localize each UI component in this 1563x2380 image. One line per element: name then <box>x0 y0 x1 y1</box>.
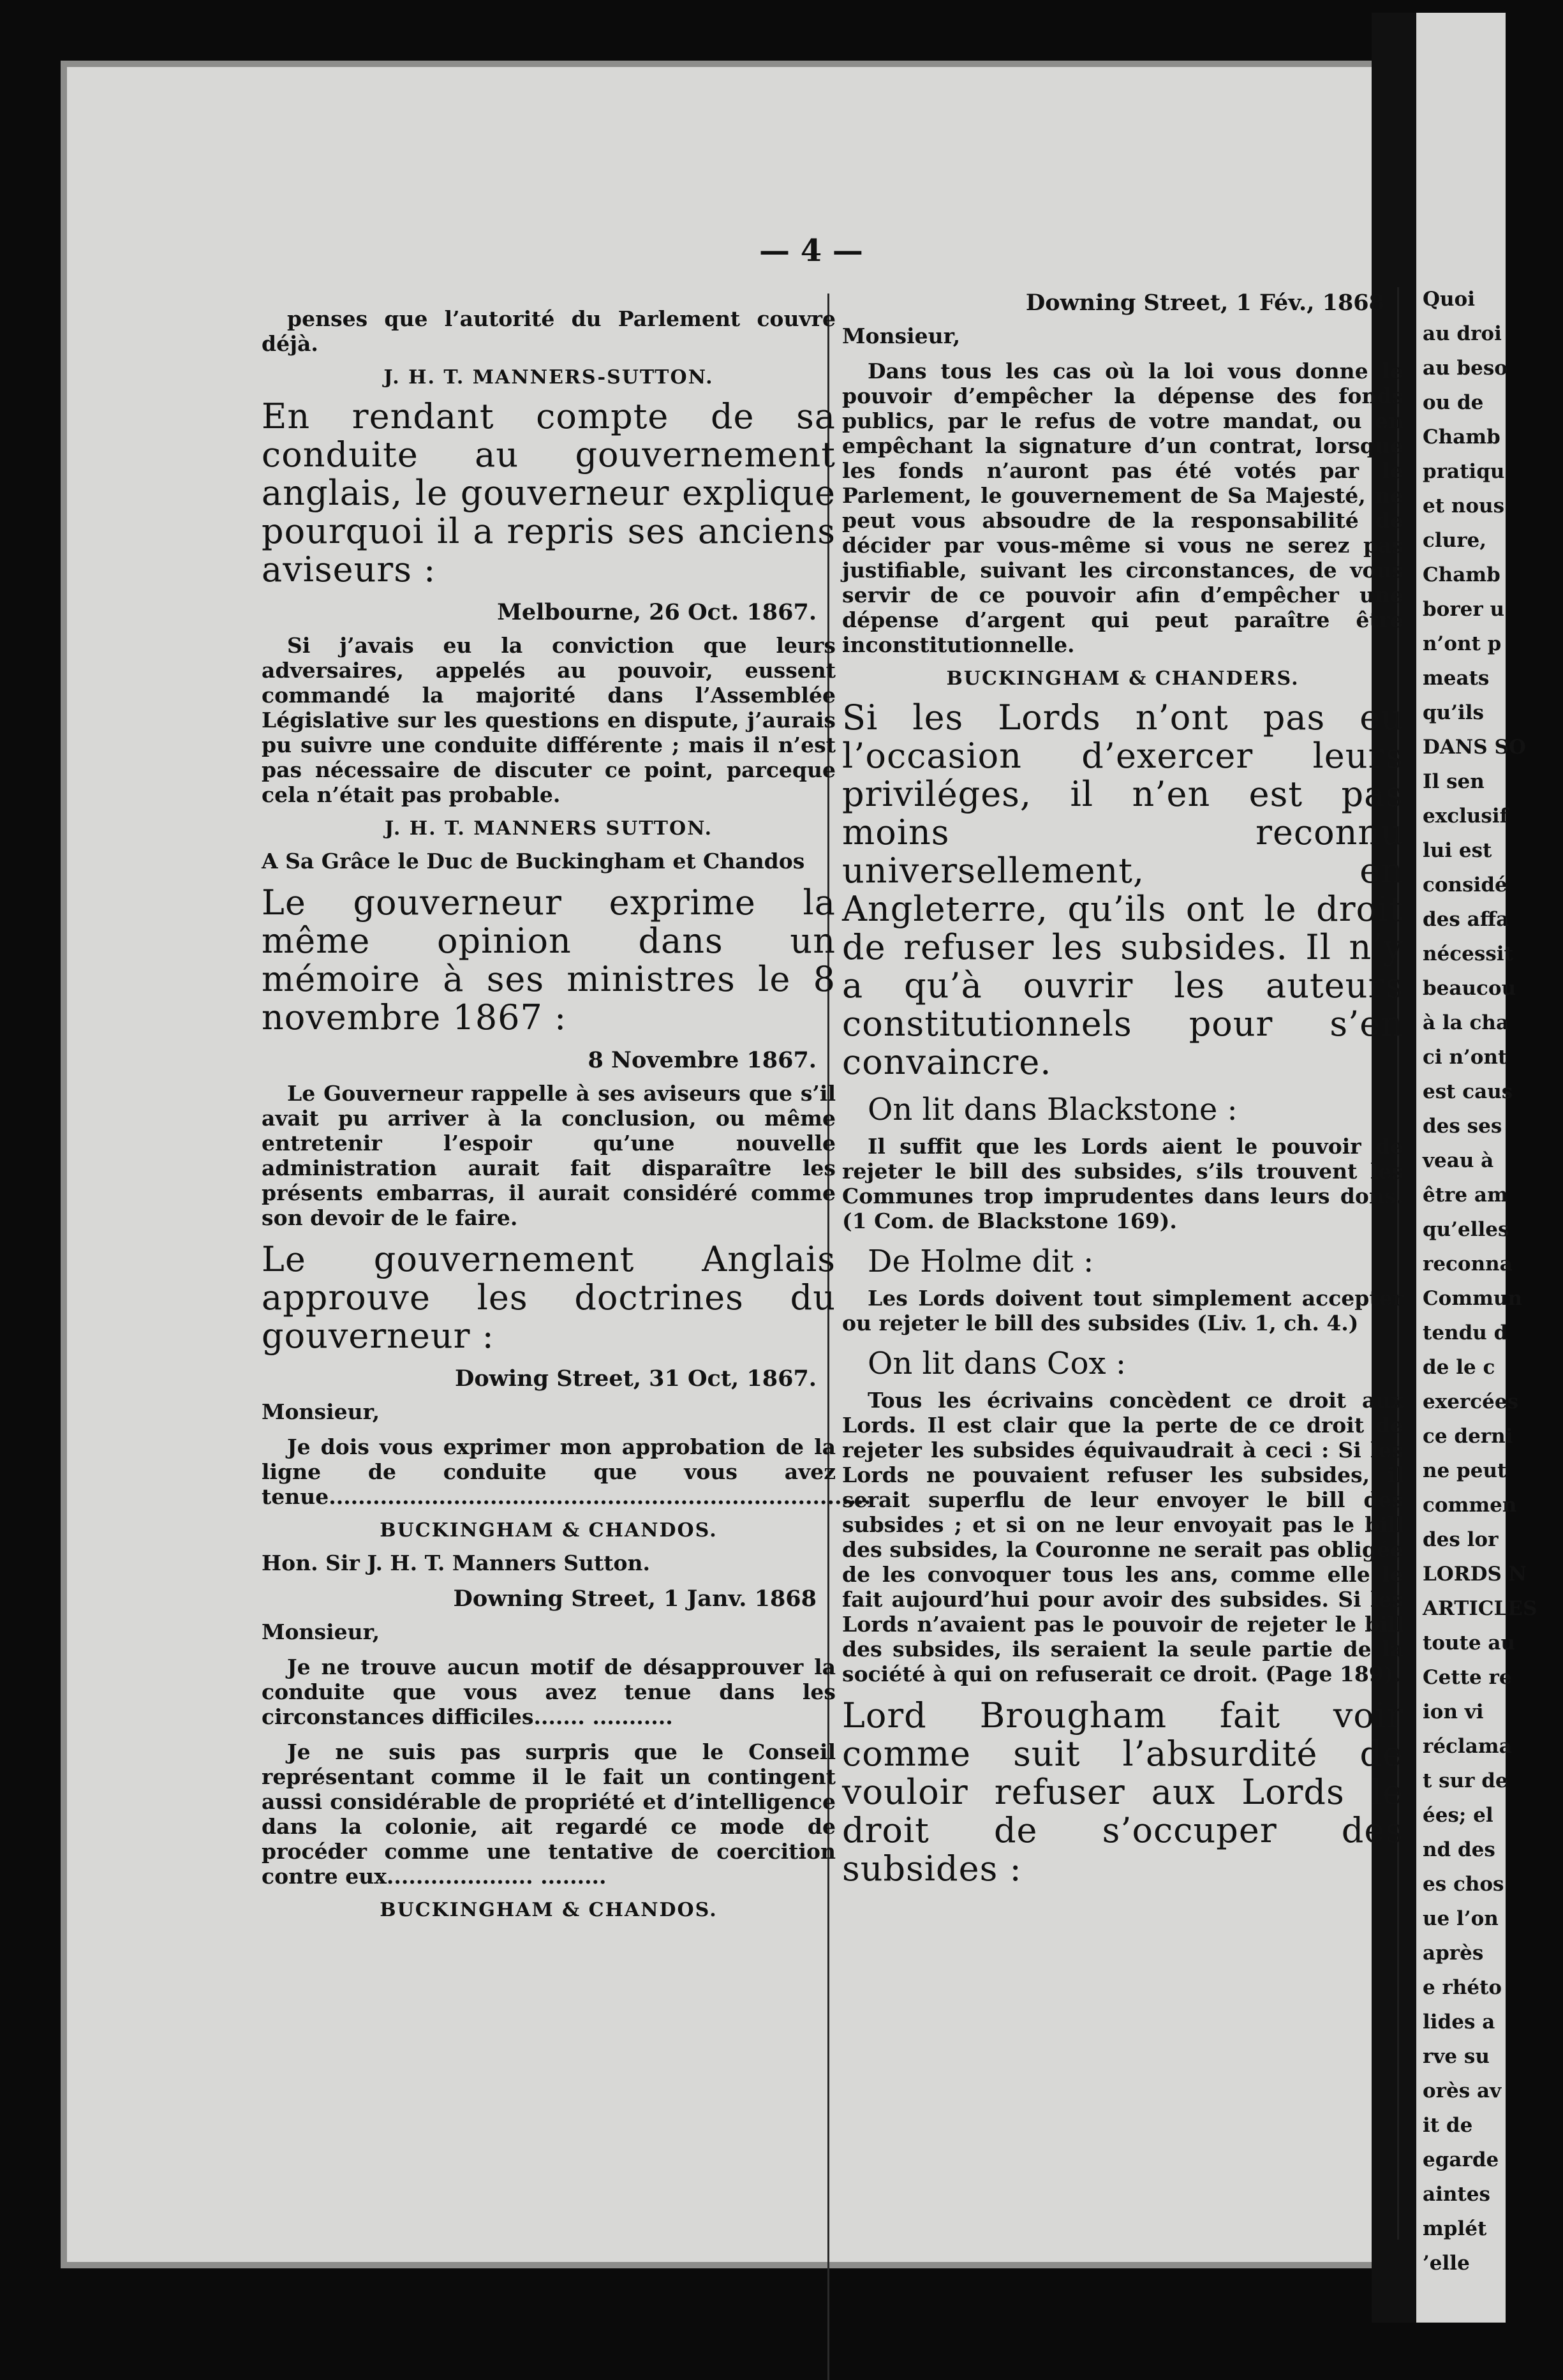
signature: BUCKINGHAM & CHANDOS. <box>380 1899 718 1921</box>
adjacent-page-text-line: réclama <box>1423 1735 1512 1758</box>
paragraph: Monsieur, <box>262 1399 380 1424</box>
adjacent-page-text-line: exercées <box>1423 1390 1519 1413</box>
adjacent-page-text-line: à la cha <box>1423 1011 1509 1034</box>
adjacent-page-text-line: ées; el <box>1423 1804 1493 1827</box>
dateline: Downing Street, 1 Fév., 1868 <box>1025 290 1384 316</box>
adjacent-page-text-line: Chamb <box>1423 426 1500 449</box>
adjacent-page-text-line: LORDS N <box>1423 1563 1527 1586</box>
adjacent-page-text-line: exclusif <box>1423 805 1508 828</box>
adjacent-page-text-line: ne peut <box>1423 1459 1507 1482</box>
adjacent-page-text-line: ce derni <box>1423 1425 1513 1448</box>
adjacent-page-text-line: de le c <box>1423 1356 1495 1379</box>
large-paragraph: Le gouverneur exprime la même opinion dans un mémoire à ses ministres le 8 novembre 1867 : <box>262 882 836 1038</box>
signature: J. H. T. MANNERS SUTTON. <box>384 817 713 840</box>
signature: BUCKINGHAM & CHANDERS. <box>946 667 1300 690</box>
adjacent-page-text-line: ’elle <box>1423 2252 1470 2275</box>
adjacent-page-text-line: commen <box>1423 1494 1517 1517</box>
dateline: Downing Street, 1 Janv. 1868 <box>453 1586 817 1612</box>
adjacent-page-text-line: ion vi <box>1423 1700 1484 1723</box>
adjacent-page-text-line: qu’ils <box>1423 701 1485 724</box>
adjacent-page-text-line: clure, <box>1423 529 1487 552</box>
adjacent-page-text-line: reconna <box>1423 1253 1513 1276</box>
adjacent-page-text-line: toute au <box>1423 1632 1515 1655</box>
adjacent-page-text-line: n’ont p <box>1423 632 1502 655</box>
adjacent-page-text-line: nécessit <box>1423 942 1513 965</box>
section-heading: De Holme dit : <box>868 1244 1094 1279</box>
paragraph: Hon. Sir J. H. T. Manners Sutton. <box>262 1551 651 1575</box>
adjacent-page-text-line: est caus <box>1423 1080 1513 1103</box>
adjacent-page-text-line: au droi <box>1423 322 1502 345</box>
page-number: — 4 — <box>759 233 863 269</box>
adjacent-page-text-line: rve su <box>1423 2045 1490 2068</box>
adjacent-page-text-line: considé <box>1423 874 1507 896</box>
paragraph: Le Gouverneur rappelle à ses aviseurs que s’il avait pu arriver à la conclusion, ou même entretenir l’espoir qu’une nouvelle administration aurait fait disparaître les présents embarras, il aurait considéré comme son devoir de le faire. <box>262 1081 836 1230</box>
adjacent-page-text-line: borer u <box>1423 598 1505 621</box>
adjacent-page-text-line: et nous <box>1423 495 1505 517</box>
paragraph: Monsieur, <box>842 324 961 348</box>
adjacent-page-text-line: après <box>1423 1942 1484 1965</box>
adjacent-page-text-line: au beso <box>1423 357 1507 380</box>
adjacent-page-text-line: des ses <box>1423 1115 1502 1138</box>
adjacent-page-text-line: egarde <box>1423 2148 1499 2171</box>
adjacent-page-text-line: nd des <box>1423 1838 1495 1861</box>
adjacent-page-text-line: Il sen <box>1423 770 1485 793</box>
adjacent-page-text-line: DANS SO <box>1423 736 1526 759</box>
adjacent-page-text-line: ARTICLES <box>1423 1597 1537 1620</box>
adjacent-page-text-line: ci n’ont <box>1423 1046 1507 1069</box>
adjacent-page-text-line: Commun <box>1423 1287 1523 1310</box>
dateline: Melbourne, 26 Oct. 1867. <box>497 599 817 625</box>
adjacent-page-text-line: des affa <box>1423 908 1509 931</box>
adjacent-page-text-line: veau à <box>1423 1149 1494 1172</box>
adjacent-page-text-line: aintes <box>1423 2183 1490 2206</box>
adjacent-page-text-line: beaucou <box>1423 977 1516 1000</box>
adjacent-page-text-line: lui est <box>1423 839 1492 862</box>
adjacent-page-text-line: it de <box>1423 2114 1473 2137</box>
left-column <box>262 306 871 1930</box>
adjacent-page-text-line: être am <box>1423 1184 1508 1207</box>
adjacent-page-text-line: qu’elles <box>1423 1218 1509 1241</box>
paragraph: A Sa Grâce le Duc de Buckingham et Chandos <box>262 849 805 874</box>
large-paragraph: Le gouvernement Anglais approuve les doctrines du gouverneur : <box>262 1239 836 1356</box>
adjacent-page-text-line: e rhéto <box>1423 1976 1502 1999</box>
adjacent-page-text-line: Chamb <box>1423 563 1500 586</box>
adjacent-page-text-line: ou de <box>1423 391 1484 414</box>
adjacent-page-text-line: pratiqu <box>1423 460 1505 483</box>
paragraph: Je ne suis pas surpris que le Conseil représentant comme il le fait un contingent aussi considérable de propriété et d’intelligence dans la colonie, ait regardé ce mode de procéder comme une tentative de coercition contre eux.................... ......... <box>262 1739 836 1889</box>
adjacent-page-text-line: orès av <box>1423 2079 1502 2102</box>
paragraph: Monsieur, <box>262 1619 380 1644</box>
adjacent-page-text-line: Quoi <box>1423 288 1475 311</box>
paragraph: Si j’avais eu la conviction que leurs adversaires, appelés au pouvoir, eussent commandé la majorité dans l’Assemblée Législative sur les questions en dispute, j’aurais pu suivre une conduite différente ; mais il n’est pas nécessaire de discuter ce point, parceque cela n’était pas probable. <box>262 633 836 807</box>
paragraph: Dans tous les cas où la loi vous donne le pouvoir d’empêcher la dépense des fonds publics, par le refus de votre mandat, ou en empêchant la signature d’un contrat, lorsque les fonds n’auront pas été votés par le Parlement, le gouvernement de Sa Majesté, ne peut vous absoudre de la responsabilité de décider par vous-même si vous ne serez pas justifiable, suivant les circonstances, de vous servir de ce pouvoir afin d’empêcher une dépense d’argent qui peut paraître être inconstitutionnelle. <box>842 359 1404 657</box>
paragraph: penses que l’autorité du Parlement couvre déjà. <box>262 306 836 356</box>
section-heading: On lit dans Cox : <box>868 1346 1127 1381</box>
signature: J. H. T. MANNERS-SUTTON. <box>383 366 714 389</box>
paragraph: Tous les écrivains concèdent ce droit aux Lords. Il est clair que la perte de ce droit de rejeter les subsides équivaudrait à ceci : Si les Lords ne pouvaient refuser les subsides, il serait superflu de leur envoyer le bill des subsides ; et si on ne leur envoyait pas le bill des subsides, la Couronne ne serait pas obligée de les convoquer tous les ans, comme elle le fait aujourd’hui pour avoir des subsides. Si les Lords n’avaient pas le pouvoir de rejeter le bill des subsides, ils seraient la seule partie de la société à qui on refuserait ce droit. (Page 189). <box>842 1388 1404 1686</box>
section-heading: On lit dans Blackstone : <box>868 1092 1238 1127</box>
signature: BUCKINGHAM & CHANDOS. <box>380 1519 718 1542</box>
adjacent-page-text-line: ue l’on <box>1423 1907 1499 1930</box>
dateline: 8 Novembre 1867. <box>588 1047 817 1073</box>
adjacent-page-text-line: des lor <box>1423 1528 1499 1551</box>
large-paragraph: Lord Brougham fait voir comme suit l’absurdité de vouloir refuser aux Lords le droit de s’occuper des subsides : <box>842 1695 1404 1889</box>
adjacent-page-text-line: tendu d <box>1423 1321 1508 1344</box>
paragraph: Je dois vous exprimer mon approbation de la ligne de conduite que vous avez tenue.......................................................................... <box>262 1434 871 1509</box>
right-column <box>842 281 1404 1898</box>
large-paragraph: Si les Lords n’ont pas eu l’occasion d’exercer leurs priviléges, il n’en est pas moins reconnu universellement, en Angleterre, qu’ils ont le droit de refuser les subsides. Il n’y a qu’à ouvrir les auteurs constitutionnels pour s’en convaincre. <box>842 697 1404 1082</box>
adjacent-page-text-line: es chos <box>1423 1873 1504 1896</box>
adjacent-page-text-line: meats <box>1423 667 1490 690</box>
dateline: Dowing Street, 31 Oct, 1867. <box>454 1365 817 1392</box>
adjacent-page-text-line: t sur de <box>1423 1769 1508 1792</box>
adjacent-page-column <box>1416 13 1537 2323</box>
large-paragraph: En rendant compte de sa conduite au gouvernement anglais, le gouverneur explique pourquoi il a repris ses anciens aviseurs : <box>262 396 836 590</box>
paragraph: Je ne trouve aucun motif de désapprouver la conduite que vous avez tenue dans les circonstances difficiles....... ........... <box>262 1655 836 1729</box>
adjacent-page-text-line: lides a <box>1423 2011 1495 2034</box>
adjacent-page-text-line: mplét <box>1423 2217 1487 2240</box>
paragraph: Il suffit que les Lords aient le pouvoir de rejeter le bill des subsides, s’ils trouvent les Communes trop imprudentes dans leurs dons. (1 Com. de Blackstone 169). <box>842 1134 1404 1233</box>
paragraph: Les Lords doivent tout simplement accepter ou rejeter le bill des subsides (Liv. 1, ch. 4.) <box>842 1286 1404 1335</box>
adjacent-page-text-line: Cette re <box>1423 1666 1512 1689</box>
